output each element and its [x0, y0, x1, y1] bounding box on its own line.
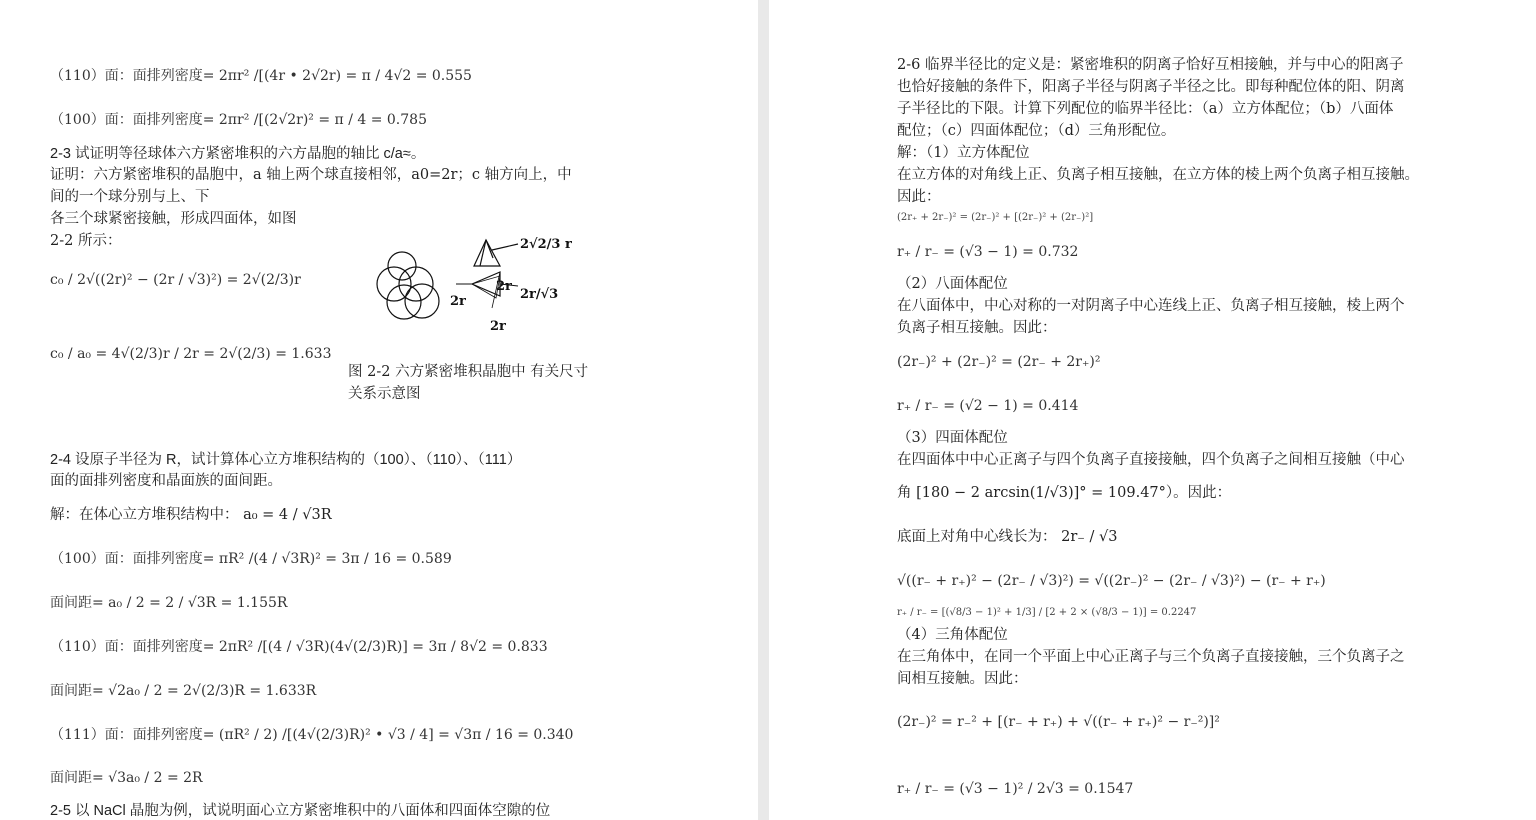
eq-cubic-ratio: r₊ / r₋ = (√3 − 1) = 0.732	[897, 244, 1079, 260]
eq-tetra-ratio: r₊ / r₋ = [(√8/3 − 1)² + 1/3] / [2 + 2 × (√8/3 − 1)] = 0.2247	[897, 607, 1197, 618]
hcp-figure-drawing	[368, 224, 608, 344]
eq-110-spacing: 面间距= √2a₀ / 2 = 2√(2/3)R = 1.633R	[50, 683, 317, 699]
q26-line4: 配位；（c）四面体配位；（d）三角形配位。	[897, 123, 1176, 139]
figure-caption-line1: 图 2-2 六方紧密堆积晶胞中 有关尺寸	[348, 364, 589, 380]
q24-solution: 解：在体心立方堆积结构中： a₀ = 4 / √3R	[50, 507, 332, 523]
q23-title: 2-3 试证明等径球体六方紧密堆积的六方晶胞的轴比 c/a≈。	[50, 146, 426, 162]
q26-octa-title: （2）八面体配位	[897, 276, 1008, 292]
sphere-circle	[388, 252, 416, 280]
eq-110-bcc-density: （110）面：面排列密度= 2πR² /[(4 / √3R)(4√(2/3)R)] = 3π / 8√2 = 0.833	[50, 639, 548, 655]
eq-tetra-1: √((r₋ + r₊)² − (2r₋ / √3)²) = √((2r₋)² − (2r₋ / √3)²) − (r₋ + r₊)	[897, 573, 1326, 589]
q26-therefore-1: 因此：	[897, 189, 941, 205]
q26-tetra-text-3: 底面上对角中心线长为： 2r₋ / √3	[897, 529, 1118, 545]
eq-octa-ratio: r₊ / r₋ = (√2 − 1) = 0.414	[897, 398, 1079, 414]
eq-111-bcc-density: （111）面：面排列密度= (πR² / 2) /[(4√(2/3)R)² • √3 / 4] = √3π / 16 = 0.340	[50, 727, 574, 743]
q25-title: 2-5 以 NaCl 晶胞为例，试说明面心立方紧密堆积中的八面体和四面体空隙的位	[50, 803, 551, 819]
q26-text-1: 在立方体的对角线上正、负离子相互接触，在立方体的棱上两个负离子相互接触。	[897, 167, 1419, 183]
q26-octa-text-2: 负离子相互接触。因此：	[897, 320, 1057, 336]
eq-axial-ratio: c₀ / a₀ = 4√(2/3)r / 2r = 2√(2/3) = 1.633	[50, 346, 332, 362]
q26-tri-text-1: 在三角体中，在同一个平面上中心正离子与三个负离子直接接触，三个负离子之	[897, 649, 1405, 665]
q24-title-line2: 面的面排列密度和晶面族的面间距。	[50, 473, 282, 489]
right-page	[769, 0, 1536, 820]
q23-proof-line1: 证明：六方紧密堆积的晶胞中，a 轴上两个球直接相邻，a0=2r；c 轴方向上，中	[50, 167, 572, 183]
eq-100-spacing: 面间距= a₀ / 2 = 2 / √3R = 1.155R	[50, 595, 288, 611]
q26-line3: 子半径比的下限。计算下列配位的临界半径比：（a）立方体配位；（b）八面体	[897, 101, 1394, 117]
eq-tri-ratio: r₊ / r₋ = (√3 − 1)² / 2√3 = 0.1547	[897, 781, 1134, 797]
q24-title-line1: 2-4 设原子半径为 R，试计算体心立方堆积结构的（100）、（110）、（111）	[50, 452, 522, 468]
q26-line1: 2-6 临界半径比的定义是：紧密堆积的阴离子恰好互相接触，并与中心的阳离子	[897, 57, 1404, 73]
sphere-circle	[387, 285, 421, 319]
label-2r-sqrt3: 2r/√3	[520, 287, 559, 302]
label-2r-lower: 2r	[490, 319, 506, 334]
q26-tetra-text-2: 角 [180 − 2 arcsin(1/√3)]° = 109.47°）。因此：	[897, 485, 1232, 501]
q23-proof-line3: 各三个球紧密接触，形成四面体，如图	[50, 211, 297, 227]
left-page	[0, 0, 758, 820]
eq-octa-1: (2r₋)² + (2r₋)² = (2r₋ + 2r₊)²	[897, 354, 1101, 370]
eq-tri-1: (2r₋)² = r₋² + [(r₋ + r₊) + √((r₋ + r₊)² − r₋²)]²	[897, 714, 1220, 730]
q23-proof-line4: 2-2 所示：	[50, 233, 122, 249]
q26-octa-text-1: 在八面体中，中心对称的一对阴离子中心连线上正、负离子相互接触，棱上两个	[897, 298, 1405, 314]
eq-110-density: （110）面：面排列密度= 2πr² /[(4r • 2√2r) = π / 4√2 = 0.555	[50, 68, 472, 84]
sphere-circle	[399, 267, 433, 301]
sphere-circle	[405, 284, 439, 318]
figure-caption-line2: 关系示意图	[348, 386, 421, 402]
q26-tri-title: （4）三角体配位	[897, 627, 1008, 643]
figure-2-2	[368, 224, 608, 344]
q26-tetra-title: （3）四面体配位	[897, 430, 1008, 446]
eq-111-spacing: 面间距= √3a₀ / 2 = 2R	[50, 770, 203, 786]
label-top: 2√2/3 r	[520, 237, 572, 252]
eq-100-density: （100）面：面排列密度= 2πr² /[(2√2r)² = π / 4 = 0.785	[50, 112, 427, 128]
q26-tetra-text-1: 在四面体中中心正离子与四个负离子直接接触，四个负离子之间相互接触（中心	[897, 452, 1405, 468]
label-2r-upper: 2r	[496, 279, 512, 294]
eq-100-bcc-density: （100）面：面排列密度= πR² /(4 / √3R)² = 3π / 16 = 0.589	[50, 551, 452, 567]
eq-cubic-1: (2r₊ + 2r₋)² = (2r₋)² + [(2r₋)² + (2r₋)²]	[897, 212, 1094, 223]
q26-tri-text-2: 间相互接触。因此：	[897, 671, 1028, 687]
label-2r-left: 2r	[450, 294, 466, 309]
eq-c0: c₀ / 2√((2r)² − (2r / √3)²) = 2√(2/3)r	[50, 272, 301, 288]
q23-proof-line2: 间的一个球分别与上、下	[50, 189, 210, 205]
q26-solution-1: 解：（1）立方体配位	[897, 145, 1030, 161]
q26-line2: 也恰好接触的条件下，阳离子半径与阴离子半径之比。即每种配位体的阳、阴离	[897, 79, 1405, 95]
